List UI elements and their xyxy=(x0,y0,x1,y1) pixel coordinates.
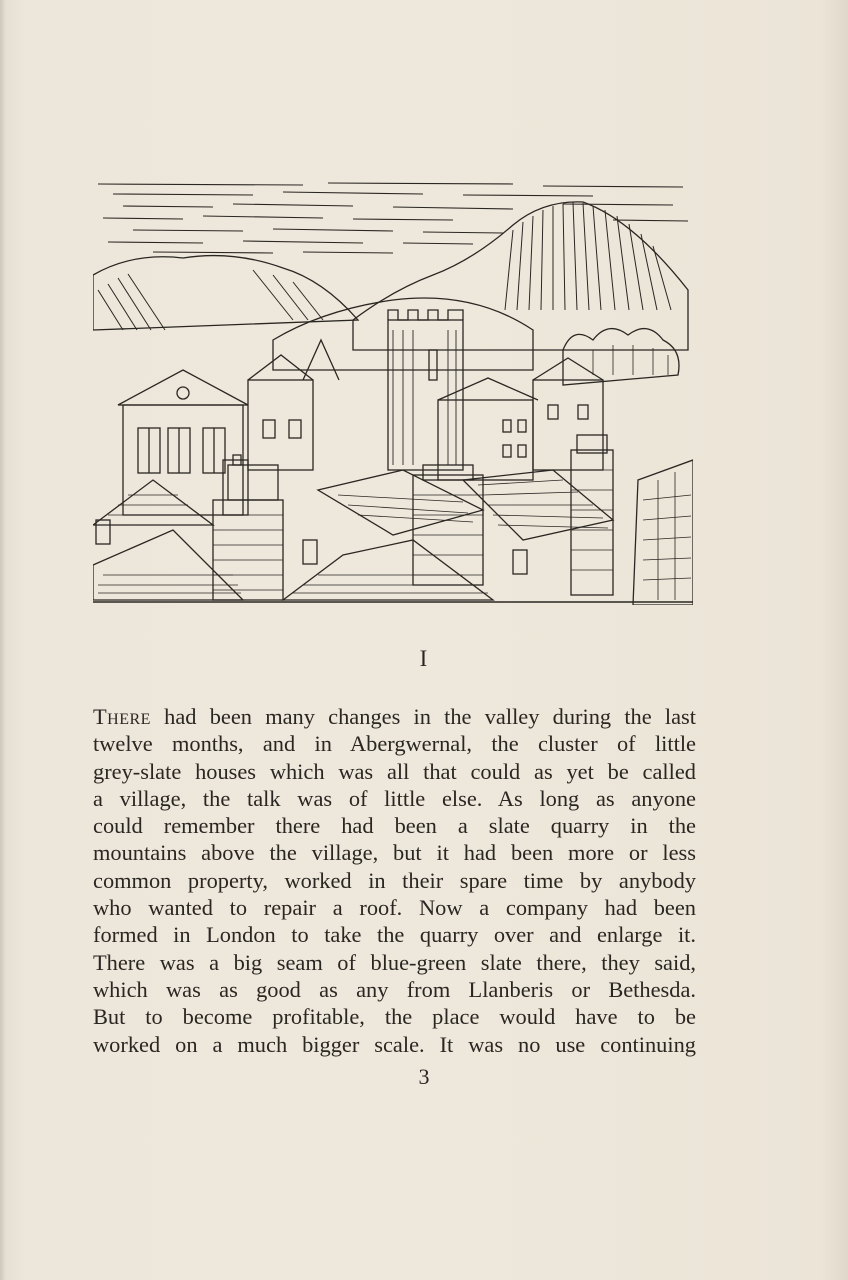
text-line: a village, the talk was of little else. As long as anyone xyxy=(93,785,696,811)
body-paragraph xyxy=(93,703,696,1058)
text-line: There was a big seam of blue-green slate there, they said, xyxy=(93,949,696,975)
text-line: who wanted to repair a roof. Now a company had been xyxy=(93,895,696,921)
page-number: 3 xyxy=(418,1064,430,1089)
text-line: could remember there had been a slate quarry in the xyxy=(93,813,696,839)
village-rooftops-woodcut-icon xyxy=(93,180,693,605)
text-line: There had been many changes in the valley during the last xyxy=(93,704,696,729)
text-line: mountains above the village, but it had been more or less xyxy=(93,840,696,866)
text-line: worked on a much bigger scale. It was no use continuing xyxy=(93,1031,696,1057)
chapter-number: I xyxy=(419,646,429,671)
text-line: common property, worked in their spare time by anybody xyxy=(93,867,696,893)
text-line: twelve months, and in Abergwernal, the cluster of little xyxy=(93,731,696,757)
text-line: grey-slate houses which was all that could as yet be called xyxy=(93,758,696,784)
text-line: which was as good as any from Llanberis or Bethesda. xyxy=(93,976,696,1002)
text-line: But to become profitable, the place would have to be xyxy=(93,1004,696,1030)
opening-word: There xyxy=(93,704,151,729)
text-line: formed in London to take the quarry over and enlarge it. xyxy=(93,922,696,948)
